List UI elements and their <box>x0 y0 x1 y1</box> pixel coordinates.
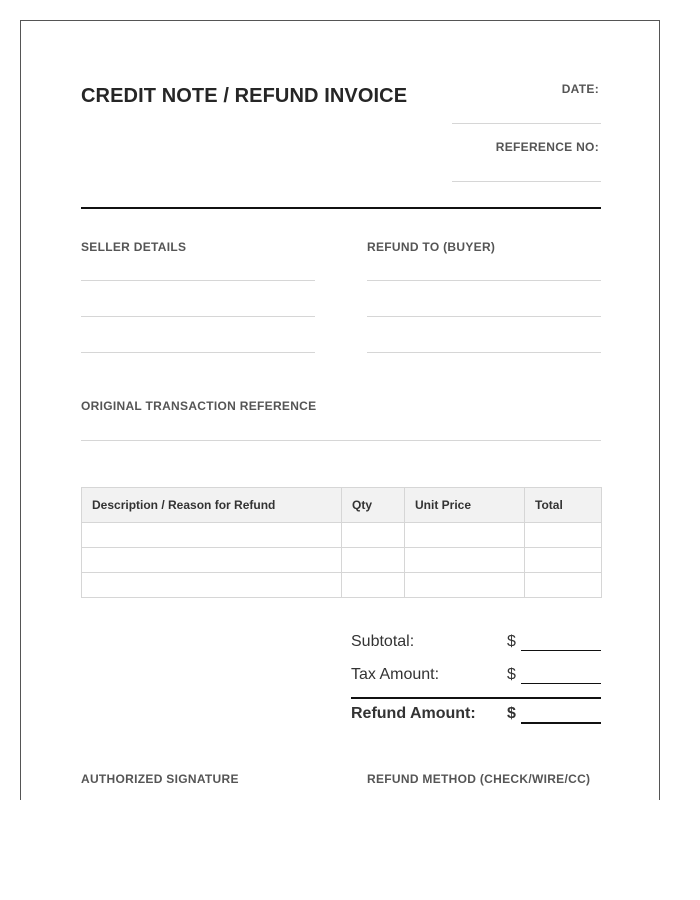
original-transaction-field-line[interactable] <box>81 440 601 441</box>
buyer-details-line[interactable] <box>367 352 601 353</box>
document-title: CREDIT NOTE / REFUND INVOICE <box>81 85 408 107</box>
qty-cell[interactable] <box>342 548 405 573</box>
totals-divider <box>351 697 601 699</box>
tax-amount-field-line[interactable] <box>521 667 601 684</box>
unit-price-cell[interactable] <box>405 573 525 598</box>
subtotal-currency: $ <box>507 633 516 650</box>
table-row <box>82 548 602 573</box>
description-cell[interactable] <box>82 548 342 573</box>
column-header-qty: Qty <box>342 488 405 523</box>
qty-cell[interactable] <box>342 573 405 598</box>
qty-cell[interactable] <box>342 523 405 548</box>
authorized-signature-label: AUTHORIZED SIGNATURE <box>81 772 239 786</box>
refund-amount-currency: $ <box>507 705 516 722</box>
subtotal-label: Subtotal: <box>351 633 415 650</box>
table-row <box>82 573 602 598</box>
refund-amount-label: Refund Amount: <box>351 705 476 722</box>
buyer-details-line[interactable] <box>367 316 601 317</box>
seller-details-line[interactable] <box>81 352 315 353</box>
header-divider <box>81 207 601 209</box>
unit-price-cell[interactable] <box>405 548 525 573</box>
seller-details-line[interactable] <box>81 316 315 317</box>
table-row <box>82 523 602 548</box>
total-cell[interactable] <box>525 573 602 598</box>
credit-note-page <box>20 20 660 800</box>
column-header-total: Total <box>525 488 602 523</box>
tax-amount-currency: $ <box>507 666 516 683</box>
refund-amount-field-line[interactable] <box>521 706 601 724</box>
date-field-line[interactable] <box>452 123 601 124</box>
date-label: DATE: <box>561 82 599 96</box>
total-cell[interactable] <box>525 523 602 548</box>
original-transaction-label: ORIGINAL TRANSACTION REFERENCE <box>81 399 317 413</box>
reference-number-field-line[interactable] <box>452 181 601 182</box>
column-header-unit-price: Unit Price <box>405 488 525 523</box>
column-header-description: Description / Reason for Refund <box>82 488 342 523</box>
seller-details-label: SELLER DETAILS <box>81 240 187 254</box>
table-header-row <box>82 488 602 523</box>
description-cell[interactable] <box>82 523 342 548</box>
subtotal-field-line[interactable] <box>521 634 601 651</box>
refund-to-buyer-label: REFUND TO (BUYER) <box>367 240 496 254</box>
refund-items-table <box>81 487 602 598</box>
refund-method-label: REFUND METHOD (CHECK/WIRE/CC) <box>367 772 591 786</box>
total-cell[interactable] <box>525 548 602 573</box>
reference-number-label: REFERENCE NO: <box>495 140 599 154</box>
seller-details-line[interactable] <box>81 280 315 281</box>
unit-price-cell[interactable] <box>405 523 525 548</box>
tax-amount-label: Tax Amount: <box>351 666 440 683</box>
description-cell[interactable] <box>82 573 342 598</box>
buyer-details-line[interactable] <box>367 280 601 281</box>
